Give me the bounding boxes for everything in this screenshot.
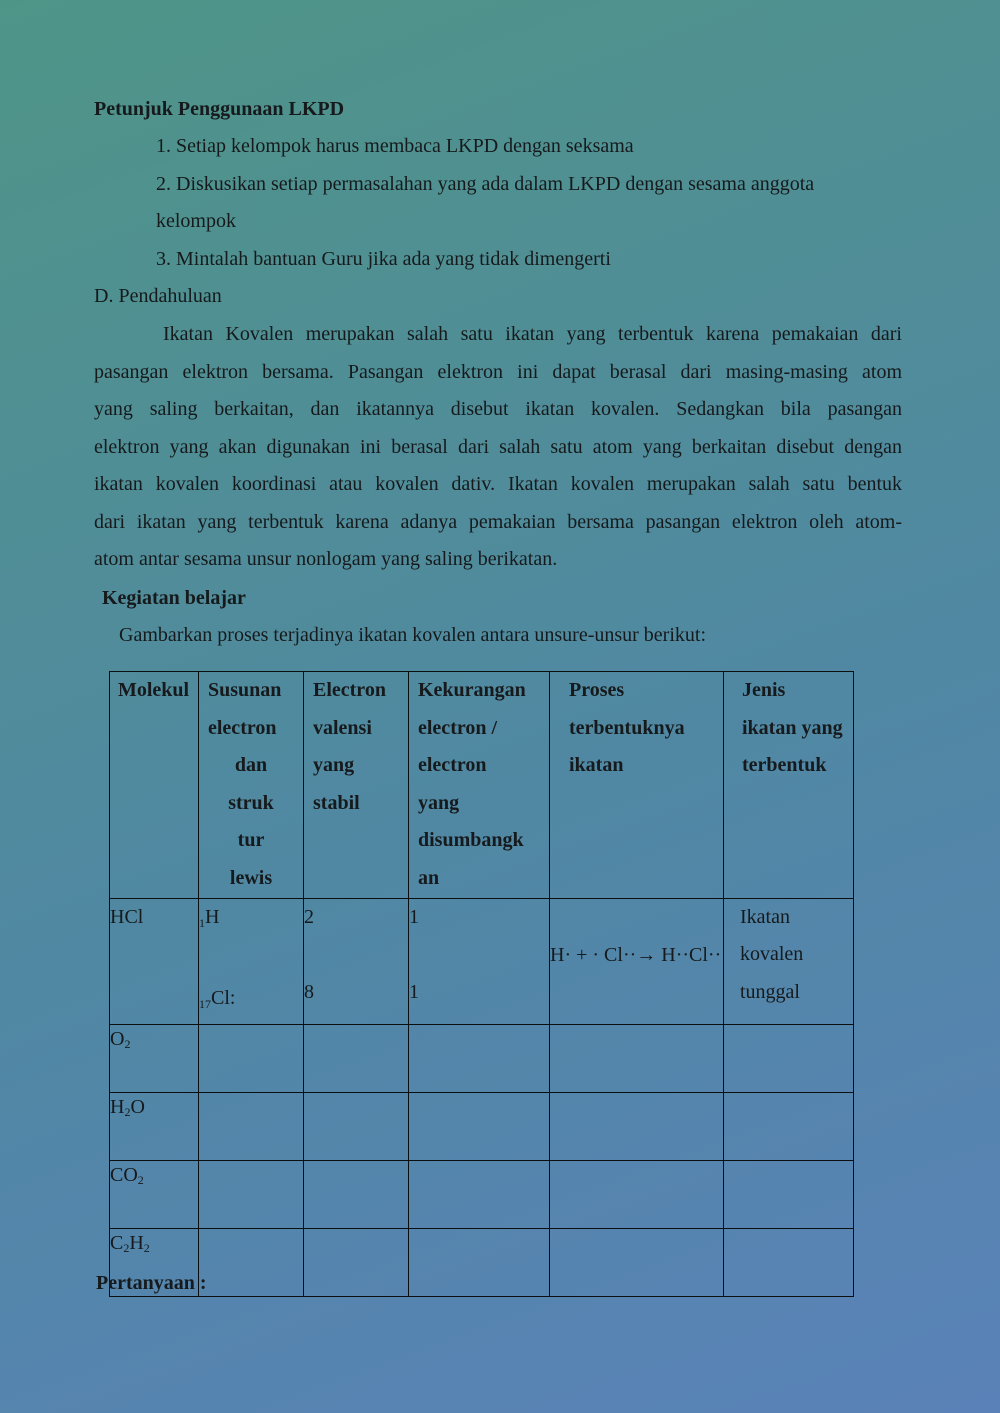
table-row-c2h2: [110, 1228, 854, 1296]
header-proses: Proses terbentuknya ikatan: [550, 672, 724, 899]
table-cell: [199, 1228, 304, 1296]
table-cell: [304, 1024, 409, 1092]
question-heading: Pertanyaan :: [96, 1272, 207, 1294]
header-susunan: Susunan electron dan struk tur lewis: [199, 672, 304, 899]
table-header-row: [110, 672, 854, 899]
table-cell: [409, 1160, 550, 1228]
table-row-o2: [110, 1024, 854, 1092]
table-cell: [304, 1228, 409, 1296]
intro-line-2: pasangan elektron bersama. Pasangan elektron ini dapat berasal dari masing-masing atom: [94, 361, 902, 383]
header-valensi: Electron valensi yang stabil: [304, 672, 409, 899]
intro-line-7: atom antar sesama unsur nonlogam yang saling berikatan.: [94, 548, 558, 570]
table-cell: [409, 1024, 550, 1092]
cell-molecule-o2: $O_2$: [110, 1024, 199, 1092]
header-molekul: Molekul: [110, 672, 199, 899]
table-cell: [724, 1092, 854, 1160]
bond-table: [109, 671, 854, 1297]
instruction-item-2: 2. Diskusikan setiap permasalahan yang ada dalam LKPD dengan sesama anggota: [156, 173, 815, 195]
table-row-co2: [110, 1160, 854, 1228]
table-cell: [550, 1092, 724, 1160]
cell-molecule-h2o: $H_2O$: [110, 1092, 199, 1160]
instruction-item-2-cont: kelompok: [156, 210, 236, 232]
table-cell: [550, 1024, 724, 1092]
activity-prompt: Gambarkan proses terjadinya ikatan kovalen antara unsure-unsur berikut:: [119, 624, 707, 646]
instructions-heading: Petunjuk Penggunaan LKPD: [94, 98, 345, 120]
table-cell: [724, 1024, 854, 1092]
header-kekurangan: Kekurangan electron / electron yang disumbangk an: [409, 672, 550, 899]
table-cell: [550, 1160, 724, 1228]
cell-process-hcl: H· + · Cl··→ H··Cl··: [550, 898, 724, 1024]
intro-line-4: elektron yang akan digunakan ini berasal dari salah satu atom yang berkaitan disebut dengan: [94, 436, 902, 458]
table-cell: [550, 1228, 724, 1296]
intro-line-5: ikatan kovalen koordinasi atau kovalen dativ. Ikatan kovalen merupakan salah satu bentuk: [94, 473, 902, 495]
table-cell: [724, 1160, 854, 1228]
instruction-item-3: 3. Mintalah bantuan Guru jika ada yang tidak dimengerti: [156, 248, 611, 270]
table-cell: [304, 1160, 409, 1228]
intro-line-1: Ikatan Kovalen merupakan salah satu ikatan yang terbentuk karena pemakaian dari: [163, 323, 902, 345]
table-cell: [199, 1092, 304, 1160]
table-cell: [409, 1228, 550, 1296]
table-row-h2o: [110, 1092, 854, 1160]
table-cell: [724, 1228, 854, 1296]
cell-molecule-c2h2: $C_2H_2$: [110, 1228, 199, 1296]
cell-molecule-hcl: HCl: [110, 898, 199, 1024]
instruction-item-1: 1. Setiap kelompok harus membaca LKPD dengan seksama: [156, 135, 634, 157]
table-cell: [199, 1024, 304, 1092]
cell-type-hcl: Ikatan kovalen tunggal: [724, 898, 854, 1024]
intro-line-3: yang saling berkaitan, dan ikatannya disebut ikatan kovalen. Sedangkan bila pasangan: [94, 398, 902, 420]
header-jenis: Jenis ikatan yang terbentuk: [724, 672, 854, 899]
cell-valence-hcl: 2 8: [304, 898, 409, 1024]
intro-heading: D. Pendahuluan: [94, 285, 222, 307]
cell-deficit-hcl: 1 1: [409, 898, 550, 1024]
intro-line-6: dari ikatan yang terbentuk karena adanya pemakaian bersama pasangan elektron oleh atom-: [94, 511, 902, 533]
activity-heading: Kegiatan belajar: [102, 587, 246, 609]
cell-lewis-hcl: $_1$H $_{17}$Cl:: [199, 898, 304, 1024]
table-cell: [304, 1092, 409, 1160]
table-row-hcl: [110, 898, 854, 1024]
table-cell: [409, 1092, 550, 1160]
table-cell: [199, 1160, 304, 1228]
cell-molecule-co2: $CO_2$: [110, 1160, 199, 1228]
